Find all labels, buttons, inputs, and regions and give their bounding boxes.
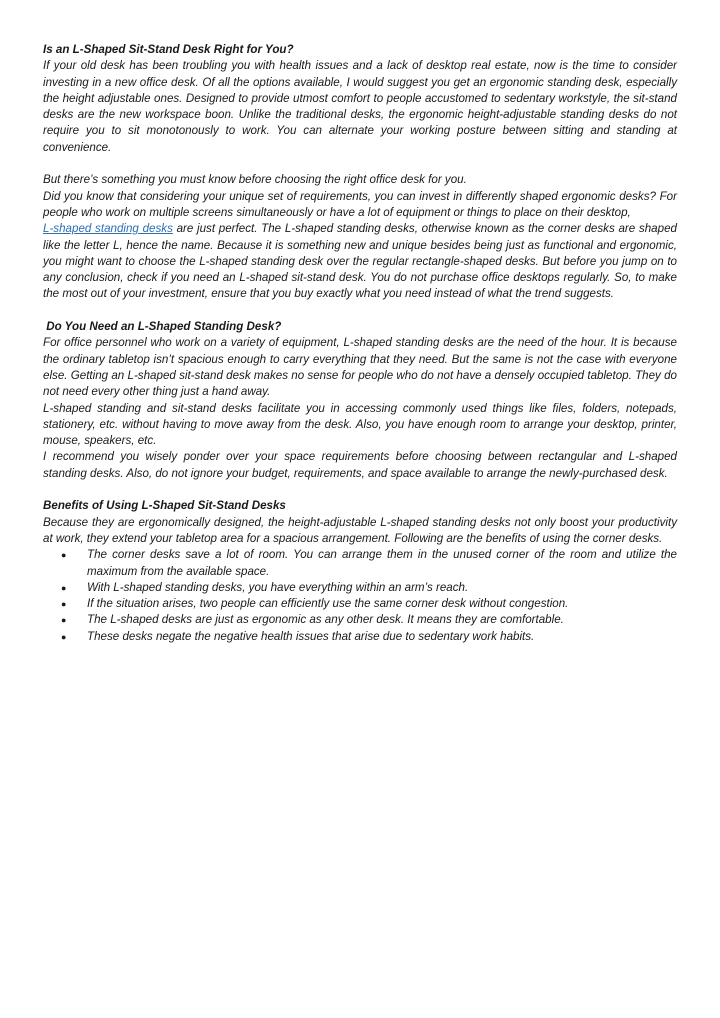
shapes-paragraph [43,189,677,303]
list-item-text: The corner desks save a lot of room. You can arrange them in the unused corner of the room and utilize the maximum from the available space. [87,548,677,578]
need-paragraph-1: For office personnel who work on a variety of equipment, L-shaped standing desks are the need of the hour. It is because the ordinary tabletop isn’t spacious enough to carry everything that they need. But the same is not the case with everyone else. Getting an L-shaped sit-stand desk makes no sense for people who do not have a densely occupied tabletop. They do not need every other thing just a hand away. [43,336,677,399]
bullet-icon: ● [61,631,67,642]
section-heading-do-you-need: Do You Need an L-Shaped Standing Desk? [43,320,282,334]
bullet-icon: ● [61,582,67,593]
paragraph-gap [43,482,677,498]
need-paragraph-2: L-shaped standing and sit-stand desks facilitate you in accessing commonly used things like files, folders, notepads, stationery, etc. without having to move away from the desk. Also, you have enough room to arrange your desktop, printer, mouse, speakers, etc. [43,401,677,448]
benefits-paragraph: Because they are ergonomically designed, the height-adjustable L-shaped standing desks not only boost your productivity at work, they extend your tabletop area for a spacious arrangement. Following are the benefits of using the corner desks. [43,515,677,545]
document-body [43,42,677,645]
lead-sentence: But there’s something you must know before choosing the right office desk for you. [43,173,467,187]
l-shaped-standing-desks-link[interactable]: L-shaped standing desks [43,222,173,236]
list-item [43,596,677,612]
shapes-paragraph-start: Did you know that considering your unique set of requirements, you can invest in differently shaped ergonomic desks? For people who work on multiple screens simultaneously or have a lot of equipment or things to place on their desktop, [43,189,677,219]
benefits-list [43,547,677,645]
list-item [43,547,677,580]
paragraph-gap [43,156,677,172]
bullet-icon: ● [61,615,67,626]
list-item-text: These desks negate the negative health issues that arise due to sedentary work habits. [87,629,535,643]
section-heading-benefits: Benefits of Using L-Shaped Sit-Stand Desks [43,499,286,513]
list-item-text: If the situation arises, two people can efficiently use the same corner desk without congestion. [87,597,569,611]
need-paragraph-3: I recommend you wisely ponder over your space requirements before choosing between rectangular and L-shaped standing desks. Also, do not ignore your budget, requirements, and space available to arrange the newly-purchased desk. [43,450,677,480]
bullet-icon: ● [61,550,67,561]
list-item [43,580,677,596]
list-item-text: The L-shaped desks are just as ergonomic as any other desk. It means they are comfortable. [87,613,564,627]
intro-paragraph: If your old desk has been troubling you with health issues and a lack of desktop real estate, now is the time to consider investing in a new office desk. Of all the options available, I would suggest you get an ergonomic standing desk, especially the height adjustable ones. Designed to provide utmost comfort to people accustomed to sedentary workstyle, the sit-stand desks are the new workspace boon. Unlike the traditional desks, the ergonomic height-adjustable standing desks do not require you to sit monotonously to work. You can alternate your working posture between sitting and standing at convenience. [43,59,677,154]
list-item [43,629,677,645]
list-item [43,612,677,628]
section-heading-right-for-you: Is an L-Shaped Sit-Stand Desk Right for You? [43,43,294,56]
bullet-icon: ● [61,599,67,610]
list-item-text: With L-shaped standing desks, you have everything within an arm’s reach. [87,580,469,594]
paragraph-gap [43,303,677,319]
shapes-paragraph-end: are just perfect. The L-shaped standing desks, otherwise known as the corner desks are shaped like the letter L, hence the name. Because it is something new and unique besides being just as functional and ergonomic, you might want to choose the L-shaped standing desk over the regular rectangle-shaped desks. But before you jump on to any conclusion, check if you need an L-shaped sit-stand desk. You do not purchase office desktops regularly. So, to make the most out of your investment, ensure that you buy exactly what you need instead of what the trend suggests. [43,222,677,301]
